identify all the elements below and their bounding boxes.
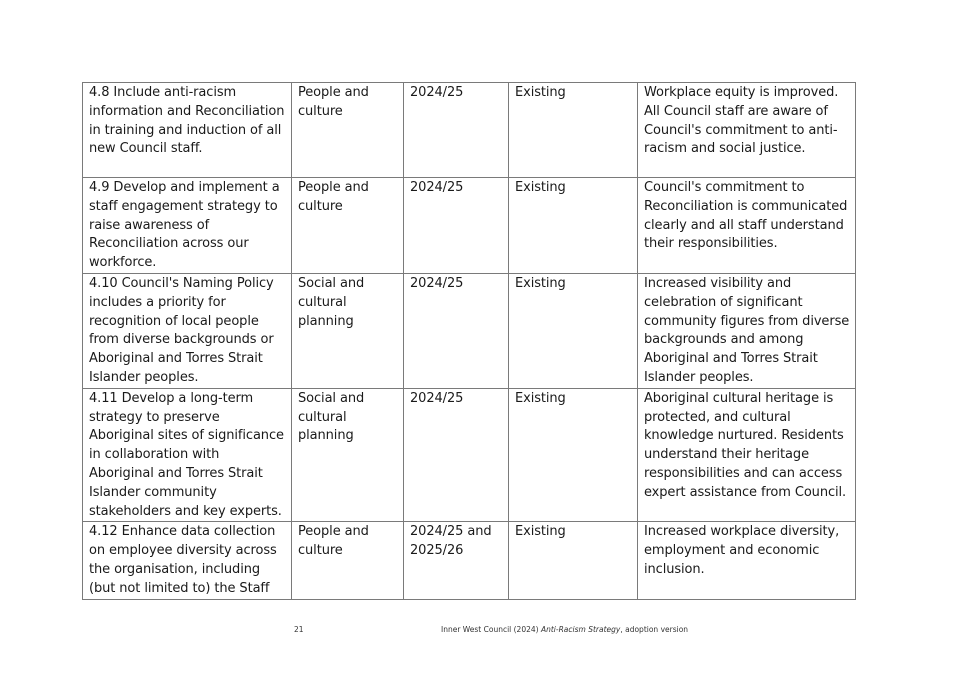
status-cell: Existing [509,83,638,178]
timeline-cell: 2024/25 [404,388,509,522]
outcome-cell: Increased workplace diversity, employment and economic inclusion. [638,522,856,599]
responsibility-cell: Social and cultural planning [292,273,404,388]
action-cell: 4.8 Include anti-racism information and Reconciliation in training and induction of all new Council staff. [83,83,292,178]
timeline-cell: 2024/25 [404,83,509,178]
outcome-cell: Workplace equity is improved. All Council staff are aware of Council's commitment to anti-racism and social justice. [638,83,856,178]
status-cell: Existing [509,178,638,274]
table-row [83,388,856,522]
footer-credit [441,625,688,634]
responsibility-cell: People and culture [292,178,404,274]
outcome-cell: Council's commitment to Reconciliation is communicated clearly and all staff understand their responsibilities. [638,178,856,274]
action-cell: 4.9 Develop and implement a staff engagement strategy to raise awareness of Reconciliation across our workforce. [83,178,292,274]
timeline-cell: 2024/25 [404,273,509,388]
table-row [83,522,856,599]
page-number: 21 [294,625,304,634]
action-cell: 4.12 Enhance data collection on employee diversity across the organisation, including (but not limited to) the Staff [83,522,292,599]
responsibility-cell: People and culture [292,83,404,178]
responsibility-cell: Social and cultural planning [292,388,404,522]
timeline-cell: 2024/25 and 2025/26 [404,522,509,599]
footer-credit-title: Anti-Racism Strategy [540,625,621,634]
table-row [83,273,856,388]
status-cell: Existing [509,388,638,522]
strategy-table [82,82,856,600]
table-row [83,178,856,274]
timeline-cell: 2024/25 [404,178,509,274]
outcome-cell: Aboriginal cultural heritage is protected, and cultural knowledge nurtured. Residents understand their heritage responsibilities and can access expert assistance from Council. [638,388,856,522]
action-cell: 4.10 Council's Naming Policy includes a priority for recognition of local people from diverse backgrounds or Aboriginal and Torres Strait Islander peoples. [83,273,292,388]
footer-credit-suffix: , adoption version [620,625,689,634]
status-cell: Existing [509,273,638,388]
footer-credit-prefix: Inner West Council (2024) [441,625,541,634]
outcome-cell: Increased visibility and celebration of significant community figures from diverse backgrounds and among Aboriginal and Torres Strait Islander peoples. [638,273,856,388]
status-cell: Existing [509,522,638,599]
action-cell: 4.11 Develop a long-term strategy to preserve Aboriginal sites of significance in collaboration with Aboriginal and Torres Strait Islander community stakeholders and key experts. [83,388,292,522]
responsibility-cell: People and culture [292,522,404,599]
table-row [83,83,856,178]
